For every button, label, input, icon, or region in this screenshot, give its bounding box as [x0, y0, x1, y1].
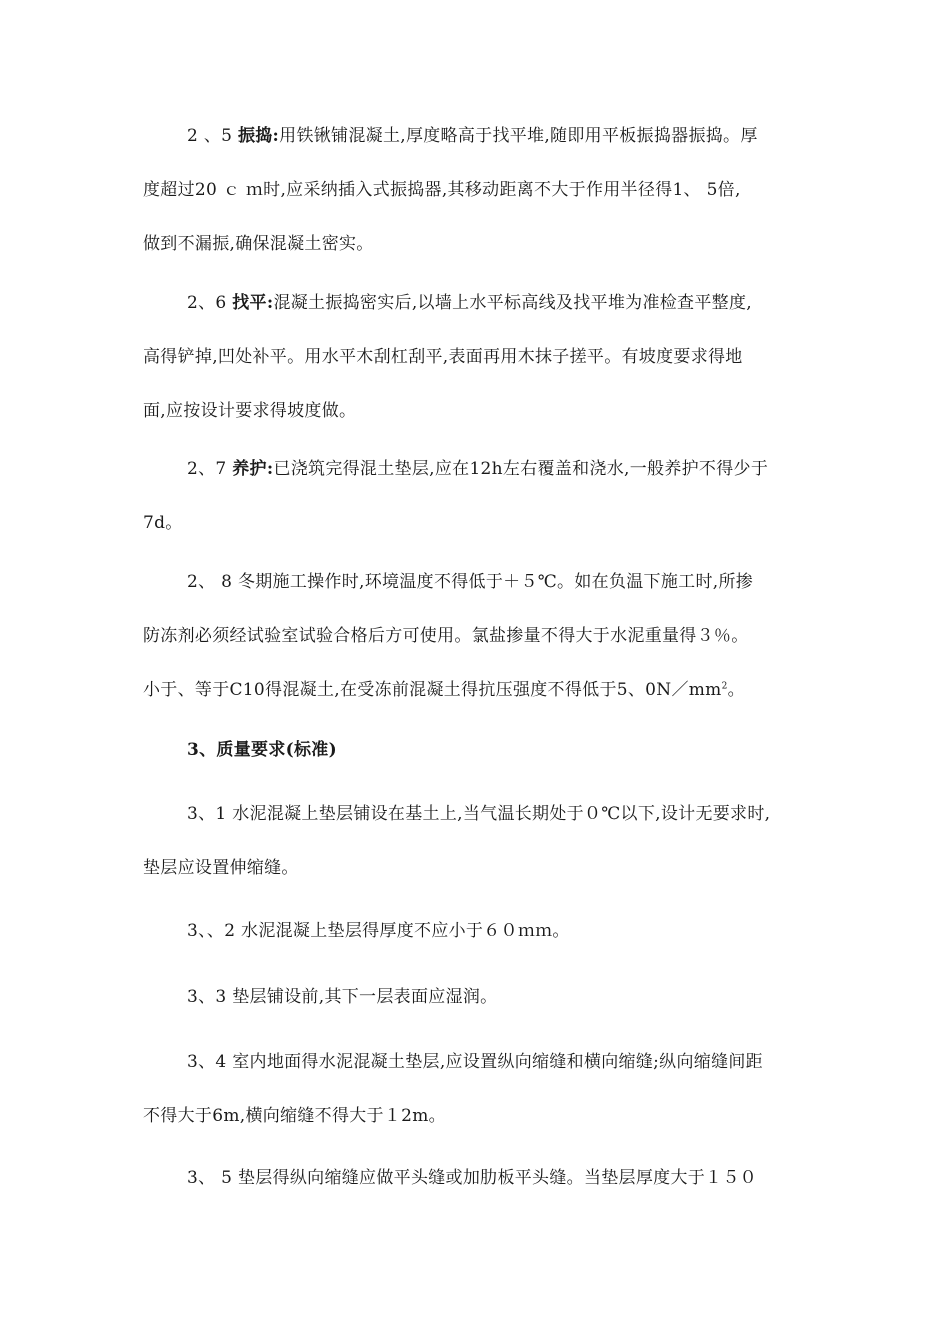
paragraph-2-6 [143, 276, 811, 438]
clause-text: 已浇筑完得混土垫层,应在12h左右覆盖和浇水,一般养护不得少于 [273, 459, 769, 479]
clause-text: 用铁锹铺混凝土,厚度略高于找平堆,随即用平板振捣器振捣。厚 [279, 126, 758, 146]
paragraph-line: 垫层应设置伸缩缝。 [143, 858, 299, 878]
paragraph-line: 防冻剂必须经试验室试验合格后方可使用。氯盐掺量不得大于水泥重量得３％。 [143, 626, 749, 646]
paragraph-2-8 [143, 555, 811, 717]
paragraph-line: 3、、2 水泥混凝上垫层得厚度不应小于６０ｍｍ。 [187, 921, 570, 941]
paragraph-line: 度超过20 ｃ ｍ时,应采纳插入式振捣器,其移动距离不大于作用半径得1、 5倍, [143, 180, 741, 200]
paragraph-line: 3、1 水泥混凝上垫层铺设在基土上,当气温长期处于０℃以下,设计无要求时, [187, 804, 771, 824]
clause-heading: 找平: [232, 293, 274, 313]
paragraph-line [143, 109, 811, 163]
paragraph-line [143, 442, 811, 496]
paragraph-line: 3、3 垫层铺设前,其下一层表面应湿润。 [187, 987, 498, 1007]
superscript: 2 [721, 681, 728, 692]
paragraph-3-5 [143, 1151, 811, 1205]
paragraph-line: 面,应按设计要求得坡度做。 [143, 401, 357, 421]
paragraph-3-1 [143, 787, 811, 895]
clause-text: 。 [727, 680, 745, 700]
clause-number: 2、6 [187, 293, 233, 313]
paragraph-line: 3、4 室内地面得水泥混凝土垫层,应设置纵向缩缝和横向缩缝;纵向缩缝间距 [187, 1052, 763, 1072]
paragraph-line [143, 276, 811, 330]
paragraph-3-4 [143, 1035, 811, 1143]
paragraph-3-3 [143, 970, 811, 1024]
paragraph-line: 不得大于6m,横向缩缝不得大于１2m。 [143, 1106, 446, 1126]
paragraph-2-7 [143, 442, 811, 550]
paragraph-line: 高得铲掉,凹处补平。用水平木刮杠刮平,表面再用木抹子搓平。有坡度要求得地 [143, 347, 743, 367]
clause-heading: 养护: [232, 459, 274, 479]
paragraph-line: 2、 8 冬期施工操作时,环境温度不得低于＋５℃。如在负温下施工时,所掺 [187, 572, 754, 592]
clause-heading: 振捣: [237, 126, 280, 146]
section-title: 3、质量要求(标准) [187, 740, 337, 760]
paragraph-2-5 [143, 109, 811, 271]
paragraph-line: 做到不漏振,确保混凝土密实。 [143, 234, 374, 254]
paragraph-line [143, 663, 811, 717]
clause-text: 混凝土振捣密实后,以墙上水平标高线及找平堆为准检查平整度, [273, 293, 752, 313]
paragraph-line: 3、 5 垫层得纵向缩缝应做平头缝或加肋板平头缝。当垫层厚度大于１５０ [187, 1168, 757, 1188]
paragraph-line: 7d。 [143, 513, 183, 533]
clause-text: 小于、等于C10得混凝土,在受冻前混凝土得抗压强度不得低于5、0N／mm [143, 680, 722, 700]
section-heading [143, 723, 811, 777]
clause-number: 2、7 [187, 459, 233, 479]
paragraph-3-2 [143, 904, 811, 958]
clause-number: 2 、5 [187, 126, 238, 146]
